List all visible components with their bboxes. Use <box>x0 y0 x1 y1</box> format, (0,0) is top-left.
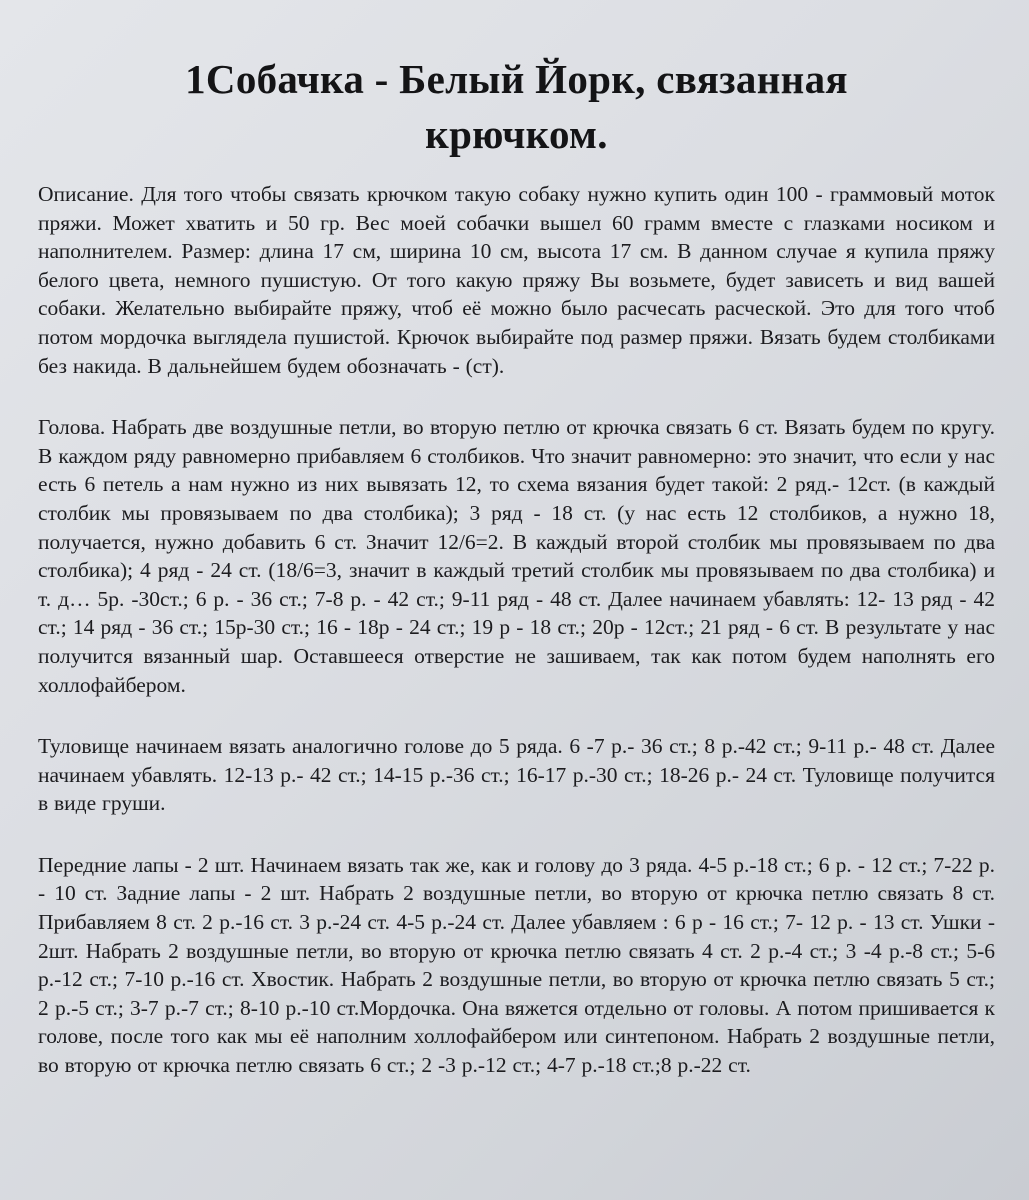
paragraph-head: Голова. Набрать две воздушные петли, во вторую петлю от крючка связать 6 ст. Вязать будем по кругу. В каждом ряду равномерно прибавляем 6 столбиков. Что значит равномерно: это значит, что если у нас есть 6 петель а нам нужно из них вывязать 12, то схема вязания будет такой: 2 ряд.- 12ст. (в каждый столбик мы провязываем по два столбика); 3 ряд - 18 ст. (у нас есть 12 столбиков, а нужно 18, получается, нужно добавить 6 ст. Значит 12/6=2. В каждый второй столбик мы провязываем по два столбика); 4 ряд - 24 ст. (18/6=3, значит в каждый третий столбик мы провязываем по два столбика) и т. д… 5р. -30ст.; 6 р. - 36 ст.; 7-8 р. - 42 ст.; 9-11 ряд - 48 ст. Далее начинаем убавлять: 12- 13 ряд - 42 ст.; 14 ряд - 36 ст.; 15р-30 ст.; 16 - 18р - 24 ст.; 19 р - 18 ст.; 20р - 12ст.; 21 ряд - 6 ст. В результате у нас получится вязанный шар. Оставшееся отверстие не зашиваем, так как потом будем наполнять его холлофайбером. <box>38 415 995 697</box>
paragraph-body: Туловище начинаем вязать аналогично голове до 5 ряда. 6 -7 р.- 36 ст.; 8 р.-42 ст.; 9-11 р.- 48 ст. Далее начинаем убавлять. 12-13 р.- 42 ст.; 14-15 р.-36 ст.; 16-17 р.-30 ст.; 18-26 р.- 24 ст. Туловище получится в виде груши. <box>38 734 995 816</box>
paragraph-legs-ears-tail-muzzle: Передние лапы - 2 шт. Начинаем вязать так же, как и голову до 3 ряда. 4-5 р.-18 ст.; 6 р. - 12 ст.; 7-22 р. - 10 ст. Задние лапы - 2 шт. Набрать 2 воздушные петли, во вторую от крючка петлю связать 8 ст. Прибавляем 8 ст. 2 р.-16 ст. 3 р.-24 ст. 4-5 р.-24 ст. Далее убавляем : 6 р - 16 ст.; 7- 12 р. - 13 ст. Ушки - 2шт. Набрать 2 воздушные петли, во вторую от крючка петлю связать 4 ст. 2 р.-4 ст.; 3 -4 р.-8 ст.; 5-6 р.-12 ст.; 7-10 р.-16 ст. Хвостик. Набрать 2 воздушные петли, во вторую от крючка петлю связать 5 ст.; 2 р.-5 ст.; 3-7 р.-7 ст.; 8-10 р.-10 ст.Мордочка. Она вяжется отдельно от головы. А потом пришивается к голове, после того как мы её наполним холлофайбером или синтепоном. Набрать 2 воздушные петли, во вторую от крючка петлю связать 6 ст.; 2 -3 р.-12 ст.; 4-7 р.-18 ст.;8 р.-22 ст. <box>38 852 995 1078</box>
paragraph-description: Описание. Для того чтобы связать крючком такую собаку нужно купить один 100 - граммовый моток пряжи. Может хватить и 50 гр. Вес моей собачки вышел 60 грамм вместе с глазками носиком и наполнителем. Размер: длина 17 см, ширина 10 см, высота 17 см. В данном случае я купила пряжу белого цвета, немного пушистую. От того какую пряжу Вы возьмете, будет зависеть и вид вашей собаки. Желательно выбирайте пряжу, чтоб её можно было расчесать расческой. Это для того чтоб потом мордочка выглядела пушистой. Крючок выбирайте под размер пряжи. Вязать будем столбиками без накида. В дальнейшем будем обозначать - (ст). <box>38 182 995 378</box>
document-title: 1Собачка - Белый Йорк, связанная крючком. <box>185 56 848 157</box>
